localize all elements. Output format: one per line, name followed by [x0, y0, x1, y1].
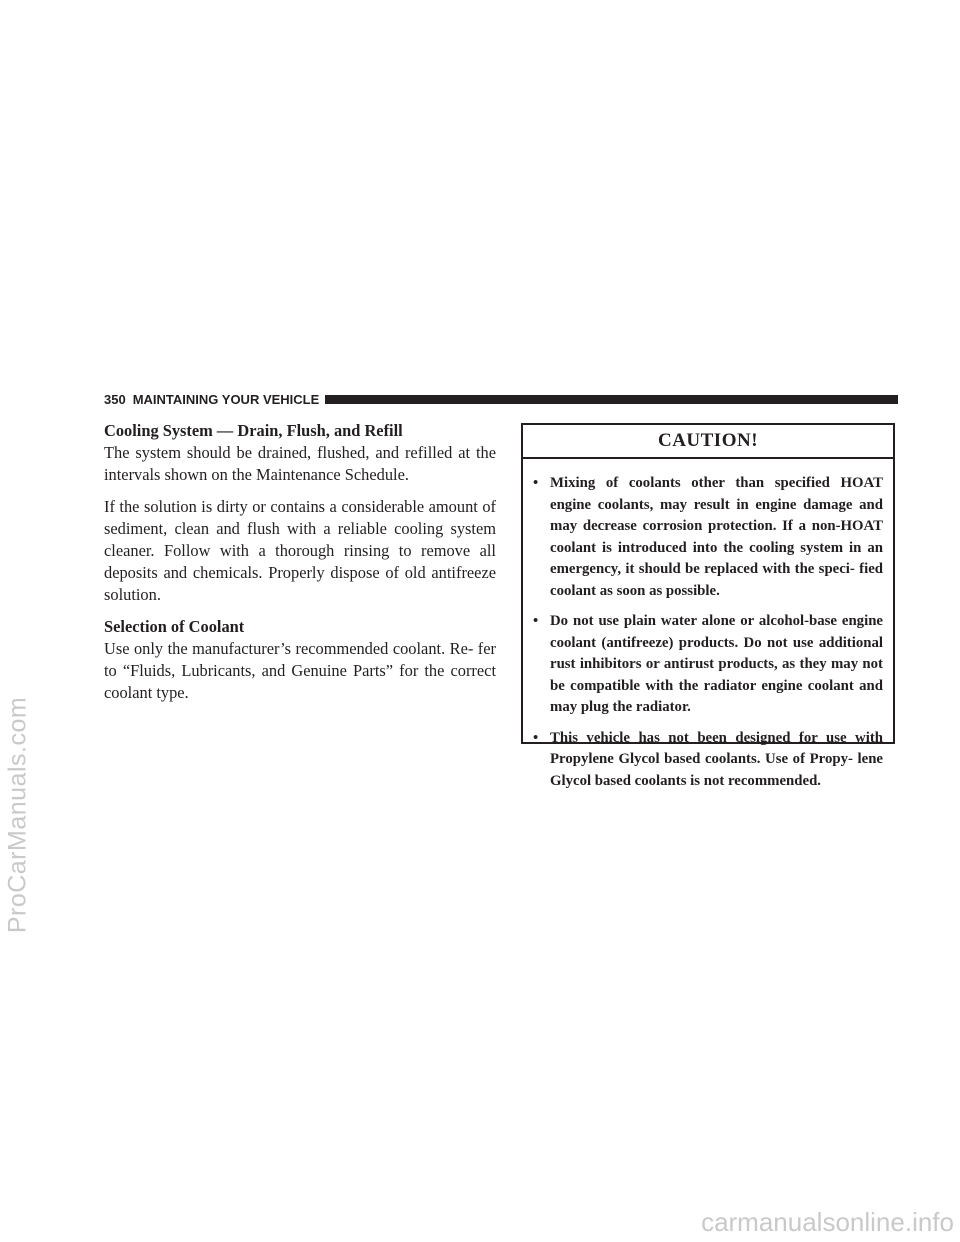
caution-item-text: Mixing of coolants other than specified HOAT engine coolants, may result in engine damage and may decrease corrosion protection. If a non-HOAT coolant is introduced into the cooling system in an emergency, it should be replaced with the speci- fied coolant as soon as possible. [550, 475, 883, 599]
bullet-icon: • [533, 729, 539, 746]
section-title: MAINTAINING YOUR VEHICLE [132, 392, 320, 407]
paragraph-intervals: The system should be drained, flushed, and refilled at the intervals shown on the Maintenance Schedule. [104, 443, 496, 484]
caution-item-propylene-glycol [531, 728, 883, 793]
page-number: 350 [104, 392, 126, 407]
left-column [104, 420, 496, 714]
paragraph-flush: If the solution is dirty or contains a considerable amount of sediment, clean and flush with a reliable cooling system cleaner. Follow with a thorough rinsing to remove all deposits and chemicals. Properly dispose of old antifreeze solution. [104, 497, 496, 604]
header-rule [325, 395, 898, 404]
caution-item-plain-water [531, 611, 883, 719]
caution-list [523, 459, 893, 792]
heading-selection-of-coolant: Selection of Coolant [104, 617, 245, 636]
bullet-icon: • [533, 613, 539, 629]
bullet-icon: • [533, 475, 539, 491]
side-watermark: ProCarManuals.com [3, 696, 32, 934]
heading-cooling-system: Cooling System — Drain, Flush, and Refill [104, 421, 403, 440]
caution-item-text: Do not use plain water alone or alcohol-base engine coolant (antifreeze) products. Do not use additional rust inhibitors or antirust products, as they may not be compatible with the radiator engine coolant and may plug the radiator. [550, 613, 883, 715]
running-header [104, 391, 898, 408]
caution-box [521, 423, 895, 789]
bottom-watermark: carmanualsonline.info [701, 1207, 954, 1237]
caution-item-mixing-coolants [531, 473, 883, 602]
caution-item-text: This vehicle has not been designed for use with Propylene Glycol based coolants. Use of Propy- lene Glycol based coolants is not recommended. [550, 729, 883, 789]
caution-title: CAUTION! [523, 425, 893, 459]
paragraph-coolant: Use only the manufacturer’s recommended coolant. Re- fer to “Fluids, Lubricants, and Genuine Parts” for the correct coolant type. [104, 639, 496, 702]
